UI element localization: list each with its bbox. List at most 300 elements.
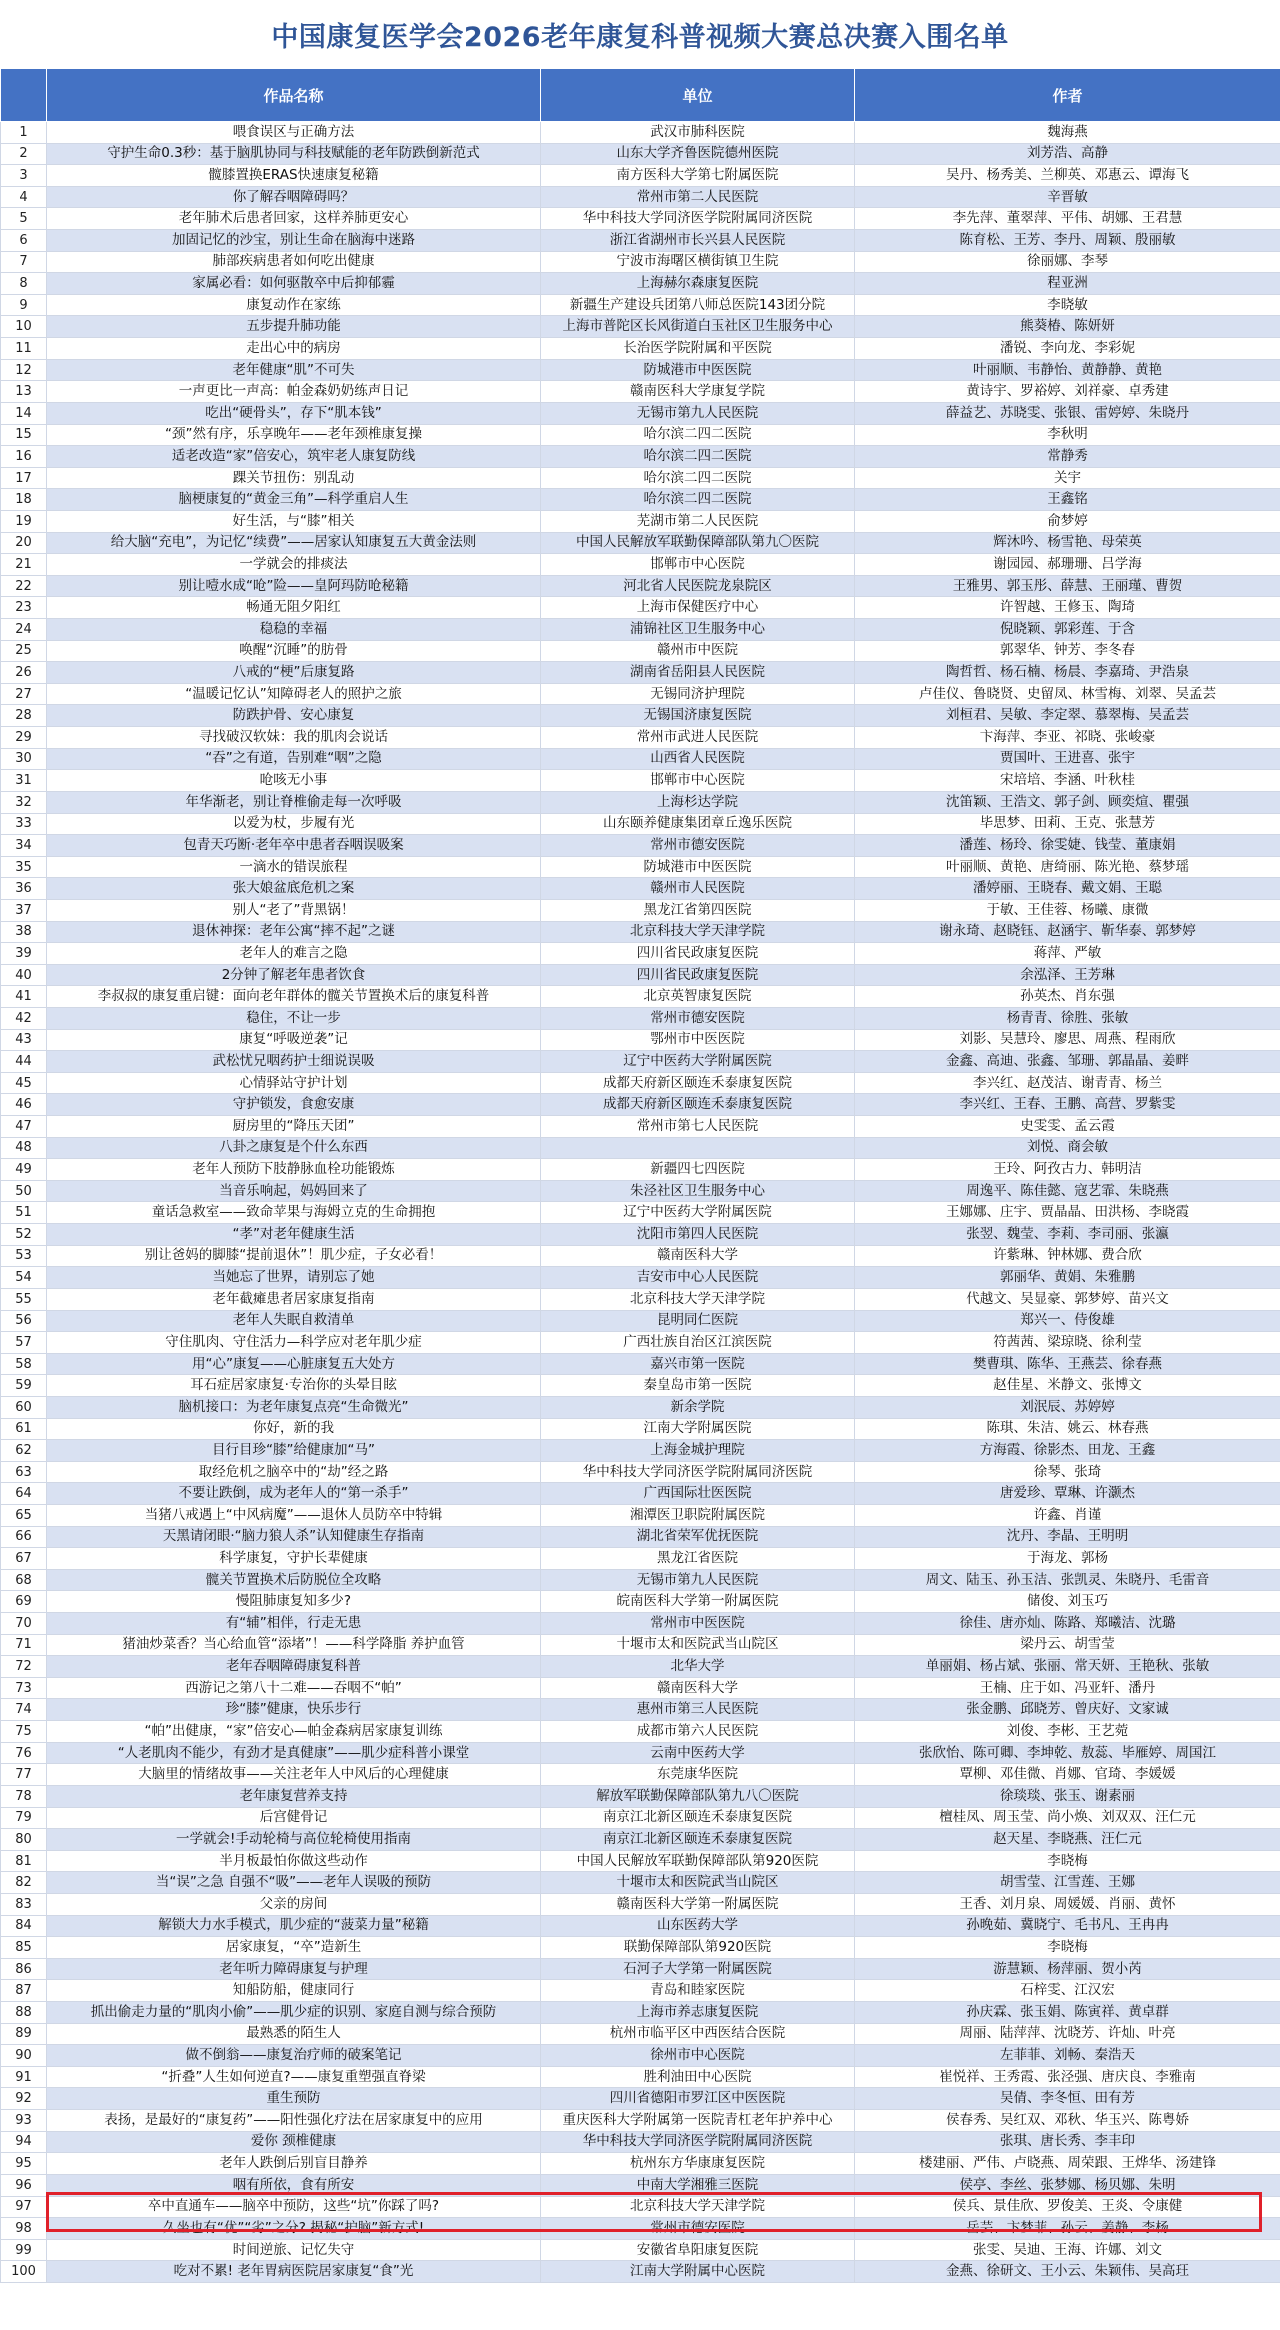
cell-work: 抓出偷走力量的“肌肉小偷”——肌少症的识别、家庭自测与综合预防: [47, 2002, 541, 2024]
cell-author: 赵佳星、米静文、张博文: [855, 1375, 1280, 1397]
table-row: [1, 294, 1280, 316]
table-row: [1, 1872, 1280, 1894]
cell-unit: 邯郸市中心医院: [541, 554, 855, 576]
table-row: [1, 1051, 1280, 1073]
table-row: [1, 2002, 1280, 2024]
cell-unit: 上海市养志康复医院: [541, 2002, 855, 2024]
cell-num: 78: [1, 1785, 47, 1807]
cell-author: 周文、陆玉、孙玉洁、张凯灵、朱晓丹、毛雷音: [855, 1569, 1280, 1591]
cell-work: 五步提升肺功能: [47, 316, 541, 338]
cell-unit: 赣南医科大学第一附属医院: [541, 1893, 855, 1915]
cell-author: 王玲、阿孜古力、韩明洁: [855, 1159, 1280, 1181]
table-row: [1, 2023, 1280, 2045]
table-row: [1, 446, 1280, 468]
table-row: [1, 1764, 1280, 1786]
table-row: [1, 1569, 1280, 1591]
cell-unit: 浦锦社区卫生服务中心: [541, 619, 855, 641]
cell-unit: 防城港市中医医院: [541, 359, 855, 381]
cell-unit: 芜湖市第二人民医院: [541, 510, 855, 532]
cell-num: 85: [1, 1937, 47, 1959]
table-row: [1, 2131, 1280, 2153]
cell-unit: [541, 1137, 855, 1159]
cell-num: 55: [1, 1288, 47, 1310]
cell-unit: 山东颐养健康集团章丘逸乐医院: [541, 813, 855, 835]
table-row: [1, 251, 1280, 273]
cell-num: 4: [1, 186, 47, 208]
table-row: [1, 1721, 1280, 1743]
cell-num: 88: [1, 2002, 47, 2024]
cell-author: 张翌、魏莹、李莉、李司丽、张瀛: [855, 1224, 1280, 1246]
cell-num: 49: [1, 1159, 47, 1181]
cell-unit: 华中科技大学同济医学院附属同济医院: [541, 1461, 855, 1483]
cell-num: 90: [1, 2045, 47, 2067]
table-row: [1, 1785, 1280, 1807]
cell-num: 81: [1, 1850, 47, 1872]
cell-num: 46: [1, 1094, 47, 1116]
cell-author: 许紫琳、钟林娜、费合欣: [855, 1245, 1280, 1267]
cell-unit: 湖南省岳阳县人民医院: [541, 662, 855, 684]
cell-num: 68: [1, 1569, 47, 1591]
cell-unit: 辽宁中医药大学附属医院: [541, 1051, 855, 1073]
table-row: [1, 1202, 1280, 1224]
cell-author: 李兴红、赵茂洁、谢青青、杨兰: [855, 1072, 1280, 1094]
cell-num: 53: [1, 1245, 47, 1267]
table-row: [1, 1180, 1280, 1202]
cell-unit: 朱泾社区卫生服务中心: [541, 1180, 855, 1202]
table-row: [1, 1893, 1280, 1915]
cell-author: 余泓泽、王芳琳: [855, 964, 1280, 986]
table-row: [1, 2153, 1280, 2175]
cell-num: 35: [1, 856, 47, 878]
cell-work: 解锁大力水手模式，肌少症的“菠菜力量”秘籍: [47, 1915, 541, 1937]
cell-work: 一滴水的错误旅程: [47, 856, 541, 878]
table-row: [1, 165, 1280, 187]
cell-num: 33: [1, 813, 47, 835]
cell-author: 符茜茜、梁琼晓、徐利莹: [855, 1332, 1280, 1354]
cell-unit: 山西省人民医院: [541, 748, 855, 770]
cell-num: 1: [1, 122, 47, 144]
cell-work: 不要让跌倒，成为老年人的“第一杀手”: [47, 1483, 541, 1505]
cell-author: 魏海燕: [855, 122, 1280, 144]
cell-unit: 南方医科大学第七附属医院: [541, 165, 855, 187]
cell-num: 9: [1, 294, 47, 316]
cell-work: 一声更比一声高：帕金森奶奶练声日记: [47, 381, 541, 403]
cell-work: 年华渐老，别让脊椎偷走每一次呼吸: [47, 791, 541, 813]
cell-author: 楼建丽、严伟、卢晓燕、周荣跟、王烨华、汤建锋: [855, 2153, 1280, 2175]
cell-author: 吴倩、李冬恒、田有芳: [855, 2088, 1280, 2110]
cell-unit: 四川省民政康复医院: [541, 964, 855, 986]
cell-author: 潘婷丽、王晓春、戴文娟、王聪: [855, 878, 1280, 900]
table-header-row: [1, 69, 1280, 122]
cell-num: 34: [1, 835, 47, 857]
cell-unit: 常州市德安医院: [541, 1007, 855, 1029]
table-row: [1, 813, 1280, 835]
table-row: [1, 2218, 1280, 2240]
table-row: [1, 1440, 1280, 1462]
cell-num: 44: [1, 1051, 47, 1073]
cell-unit: 广西壮族自治区江滨医院: [541, 1332, 855, 1354]
cell-work: 取经危机之脑卒中的“劫”经之路: [47, 1461, 541, 1483]
cell-author: 储俊、刘玉巧: [855, 1591, 1280, 1613]
cell-work: 一学就会!手动轮椅与高位轮椅使用指南: [47, 1829, 541, 1851]
cell-work: 脑梗康复的“黄金三角”—科学重启人生: [47, 489, 541, 511]
cell-num: 17: [1, 467, 47, 489]
cell-author: 郑兴一、侍俊雄: [855, 1310, 1280, 1332]
table-row: [1, 791, 1280, 813]
cell-unit: 新余学院: [541, 1396, 855, 1418]
cell-author: 樊曹琪、陈华、王燕芸、徐春燕: [855, 1353, 1280, 1375]
cell-unit: 上海赫尔森康复医院: [541, 273, 855, 295]
cell-unit: 河北省人民医院龙泉院区: [541, 575, 855, 597]
table-row: [1, 1224, 1280, 1246]
cell-unit: 沈阳市第四人民医院: [541, 1224, 855, 1246]
cell-unit: 宁波市海曙区横街镇卫生院: [541, 251, 855, 273]
cell-author: 关宇: [855, 467, 1280, 489]
cell-work: 寻找破汉软妹：我的肌肉会说话: [47, 727, 541, 749]
table-row: [1, 1613, 1280, 1635]
cell-work: 老年人预防下肢静脉血栓功能锻炼: [47, 1159, 541, 1181]
table-row: [1, 1807, 1280, 1829]
cell-author: 卞海萍、李亚、祁晓、张峻豪: [855, 727, 1280, 749]
cell-unit: 成都天府新区颐连禾泰康复医院: [541, 1072, 855, 1094]
cell-work: 老年人跌倒后别盲目静养: [47, 2153, 541, 2175]
table-row: [1, 338, 1280, 360]
cell-unit: 常州市德安医院: [541, 835, 855, 857]
cell-author: 潘锐、李向龙、李彩妮: [855, 338, 1280, 360]
cell-unit: 常州市德安医院: [541, 2218, 855, 2240]
table-row: [1, 1634, 1280, 1656]
table-row: [1, 619, 1280, 641]
cell-author: 徐琰琰、张玉、谢素丽: [855, 1785, 1280, 1807]
cell-work: 家属必看：如何驱散卒中后抑郁霾: [47, 273, 541, 295]
table-row: [1, 1072, 1280, 1094]
cell-unit: 中国人民解放军联勤保障部队第920医院: [541, 1850, 855, 1872]
cell-author: 叶丽顺、黄艳、唐绮丽、陈光艳、蔡梦瑶: [855, 856, 1280, 878]
cell-work: “折叠”人生如何逆直?——康复重塑强直脊梁: [47, 2066, 541, 2088]
cell-author: 李晓梅: [855, 1850, 1280, 1872]
cell-num: 31: [1, 770, 47, 792]
cell-work: 当“误”之急 自强不“吸”——老年人误吸的预防: [47, 1872, 541, 1894]
cell-author: 覃柳、邓佳微、肖娜、官琦、李媛媛: [855, 1764, 1280, 1786]
cell-author: 常静秀: [855, 446, 1280, 468]
cell-author: 徐琴、张琦: [855, 1461, 1280, 1483]
cell-author: 刘影、吴慧玲、廖思、周燕、程雨欣: [855, 1029, 1280, 1051]
cell-work: 包青天巧断·老年卒中患者吞咽误吸案: [47, 835, 541, 857]
table-row: [1, 1656, 1280, 1678]
cell-num: 97: [1, 2196, 47, 2218]
cell-author: 侯春秀、吴红双、邓秋、华玉兴、陈粤娇: [855, 2110, 1280, 2132]
header-work-name: 作品名称: [47, 69, 541, 122]
cell-author: 吴丹、杨秀美、兰柳英、邓惠云、谭海飞: [855, 165, 1280, 187]
table-row: [1, 2196, 1280, 2218]
cell-num: 86: [1, 1958, 47, 1980]
cell-unit: 北京英智康复医院: [541, 986, 855, 1008]
cell-num: 40: [1, 964, 47, 986]
cell-author: 许鑫、肖谨: [855, 1505, 1280, 1527]
cell-work: 以爱为杖，步履有光: [47, 813, 541, 835]
cell-num: 66: [1, 1526, 47, 1548]
cell-author: 沈笛颖、王浩文、郭子剑、顾奕煊、瞿强: [855, 791, 1280, 813]
cell-author: 刘俊、李彬、王艺菀: [855, 1721, 1280, 1743]
cell-work: 吃对不累! 老年胃病医院居家康复“食”光: [47, 2261, 541, 2283]
cell-unit: 辽宁中医药大学附属医院: [541, 1202, 855, 1224]
cell-author: 李晓梅: [855, 1937, 1280, 1959]
cell-author: 张琪、唐长秀、李丰印: [855, 2131, 1280, 2153]
cell-author: 左菲菲、刘畅、秦浩天: [855, 2045, 1280, 2067]
cell-num: 59: [1, 1375, 47, 1397]
table-row: [1, 1742, 1280, 1764]
cell-unit: 南京江北新区颐连禾泰康复医院: [541, 1807, 855, 1829]
table-row: [1, 986, 1280, 1008]
cell-unit: 石河子大学第一附属医院: [541, 1958, 855, 1980]
cell-num: 13: [1, 381, 47, 403]
table-row: [1, 1980, 1280, 2002]
cell-author: 王楠、庄于如、冯亚轩、潘丹: [855, 1677, 1280, 1699]
cell-num: 18: [1, 489, 47, 511]
table-row: [1, 208, 1280, 230]
cell-num: 43: [1, 1029, 47, 1051]
cell-work: 老年康复营养支持: [47, 1785, 541, 1807]
table-row: [1, 467, 1280, 489]
cell-unit: 四川省民政康复医院: [541, 943, 855, 965]
cell-unit: 黑龙江省医院: [541, 1548, 855, 1570]
table-row: [1, 1267, 1280, 1289]
cell-unit: 华中科技大学同济医学院附属同济医院: [541, 2131, 855, 2153]
table-row: [1, 381, 1280, 403]
cell-num: 37: [1, 899, 47, 921]
cell-work: 老年听力障碍康复与护理: [47, 1958, 541, 1980]
cell-author: 侯亭、李丝、张梦娜、杨贝娜、朱明: [855, 2174, 1280, 2196]
cell-unit: 皖南医科大学第一附属医院: [541, 1591, 855, 1613]
cell-unit: 青岛和睦家医院: [541, 1980, 855, 2002]
cell-author: 宋培培、李涵、叶秋桂: [855, 770, 1280, 792]
cell-author: 卢佳仪、鲁晓贤、史留凤、林雪梅、刘翠、吴孟芸: [855, 683, 1280, 705]
cell-unit: 常州市第七人民医院: [541, 1116, 855, 1138]
table-row: [1, 921, 1280, 943]
cell-author: 张欣怡、陈可卿、李坤乾、敖蕊、毕雁婷、周国江: [855, 1742, 1280, 1764]
cell-work: 大脑里的情绪故事——关注老年人中风后的心理健康: [47, 1764, 541, 1786]
cell-num: 23: [1, 597, 47, 619]
cell-num: 70: [1, 1613, 47, 1635]
cell-work: 久坐也有“优”“劣”之分? 揭秘“护脑”新方式!: [47, 2218, 541, 2240]
table-row: [1, 510, 1280, 532]
cell-work: “温暖记忆认”知障碍老人的照护之旅: [47, 683, 541, 705]
cell-author: 刘泯辰、苏婷婷: [855, 1396, 1280, 1418]
table-row: [1, 1310, 1280, 1332]
cell-work: 髋关节置换术后防脱位全攻略: [47, 1569, 541, 1591]
cell-num: 54: [1, 1267, 47, 1289]
cell-unit: 联勤保障部队第920医院: [541, 1937, 855, 1959]
cell-work: 稳住，不让一步: [47, 1007, 541, 1029]
cell-unit: 常州市第二人民医院: [541, 186, 855, 208]
cell-num: 71: [1, 1634, 47, 1656]
cell-work: 父亲的房间: [47, 1893, 541, 1915]
table-row: [1, 143, 1280, 165]
cell-author: 檀桂凤、周玉莹、尚小焕、刘双双、汪仁元: [855, 1807, 1280, 1829]
cell-unit: 赣州市中医院: [541, 640, 855, 662]
cell-num: 32: [1, 791, 47, 813]
cell-unit: 徐州市中心医院: [541, 2045, 855, 2067]
cell-author: 毕思梦、田莉、王克、张慧芳: [855, 813, 1280, 835]
cell-num: 84: [1, 1915, 47, 1937]
cell-work: 童话急救室——致命苹果与海姆立克的生命拥抱: [47, 1202, 541, 1224]
cell-unit: 赣南医科大学: [541, 1677, 855, 1699]
cell-author: 程亚洲: [855, 273, 1280, 295]
cell-author: 刘芳浩、高静: [855, 143, 1280, 165]
cell-unit: 解放军联勤保障部队第九八〇医院: [541, 1785, 855, 1807]
cell-work: 做不倒翁——康复治疗师的破案笔记: [47, 2045, 541, 2067]
table-row: [1, 2261, 1280, 2283]
cell-author: 黄诗宇、罗裕婷、刘祥豪、卓秀建: [855, 381, 1280, 403]
cell-unit: 山东医药大学: [541, 1915, 855, 1937]
cell-num: 69: [1, 1591, 47, 1613]
table-row: [1, 683, 1280, 705]
table-row: [1, 662, 1280, 684]
cell-work: 稳稳的幸福: [47, 619, 541, 641]
cell-author: 陈育松、王芳、李丹、周颖、殷丽敏: [855, 230, 1280, 252]
cell-author: 侯兵、景佳欣、罗俊美、王炎、令康健: [855, 2196, 1280, 2218]
cell-unit: 常州市武进人民医院: [541, 727, 855, 749]
cell-unit: 鄂州市中医医院: [541, 1029, 855, 1051]
cell-work: 畅通无阻夕阳红: [47, 597, 541, 619]
table-row: [1, 1029, 1280, 1051]
cell-author: 徐佳、唐亦灿、陈路、郑曦洁、沈璐: [855, 1613, 1280, 1635]
table-row: [1, 1677, 1280, 1699]
cell-unit: 东莞康华医院: [541, 1764, 855, 1786]
cell-author: 熊葵椿、陈妍妍: [855, 316, 1280, 338]
cell-work: 老年吞咽障碍康复科普: [47, 1656, 541, 1678]
cell-unit: 十堰市太和医院武当山院区: [541, 1872, 855, 1894]
table-row: [1, 230, 1280, 252]
cell-num: 76: [1, 1742, 47, 1764]
cell-num: 36: [1, 878, 47, 900]
cell-unit: 北华大学: [541, 1656, 855, 1678]
cell-num: 80: [1, 1829, 47, 1851]
table-row: [1, 1591, 1280, 1613]
table-row: [1, 727, 1280, 749]
cell-work: 别让噎水成“呛”险——皇阿玛防呛秘籍: [47, 575, 541, 597]
cell-num: 83: [1, 1893, 47, 1915]
cell-author: 史雯雯、孟云霞: [855, 1116, 1280, 1138]
cell-author: 王娜娜、庄宇、贾晶晶、田洪杨、李晓霞: [855, 1202, 1280, 1224]
cell-num: 64: [1, 1483, 47, 1505]
cell-author: 李兴红、王春、王鹏、高营、罗紫雯: [855, 1094, 1280, 1116]
table-row: [1, 964, 1280, 986]
header-unit: 单位: [541, 69, 855, 122]
cell-work: 康复动作在家练: [47, 294, 541, 316]
cell-num: 72: [1, 1656, 47, 1678]
cell-work: 老年人失眠自救清单: [47, 1310, 541, 1332]
table-row: [1, 705, 1280, 727]
cell-work: “孝”对老年健康生活: [47, 1224, 541, 1246]
cell-work: 西游记之第八十二难——吞咽不“帕”: [47, 1677, 541, 1699]
cell-num: 61: [1, 1418, 47, 1440]
cell-num: 19: [1, 510, 47, 532]
cell-work: 后宫健骨记: [47, 1807, 541, 1829]
cell-work: “颈”然有序，乐享晚年——老年颈椎康复操: [47, 424, 541, 446]
cell-author: 贾国叶、王进喜、张宇: [855, 748, 1280, 770]
cell-unit: 南京江北新区颐连禾泰康复医院: [541, 1829, 855, 1851]
cell-work: 好生活，与“膝”相关: [47, 510, 541, 532]
cell-work: 用“心”康复——心脏康复五大处方: [47, 1353, 541, 1375]
cell-unit: 成都天府新区颐连禾泰康复医院: [541, 1094, 855, 1116]
cell-work: 科学康复，守护长辈健康: [47, 1548, 541, 1570]
cell-work: 时间逆旅、记忆失守: [47, 2239, 541, 2261]
cell-author: 薛益艺、苏晓雯、张银、雷婷婷、朱晓丹: [855, 402, 1280, 424]
cell-work: 珍“膝”健康，快乐步行: [47, 1699, 541, 1721]
cell-num: 25: [1, 640, 47, 662]
cell-work: 当音乐响起，妈妈回来了: [47, 1180, 541, 1202]
table-row: [1, 2239, 1280, 2261]
cell-work: 咽有所依，食有所安: [47, 2174, 541, 2196]
cell-work: 一学就会的排痰法: [47, 554, 541, 576]
cell-author: 于海龙、郭杨: [855, 1548, 1280, 1570]
cell-work: 别人“老了”背黑锅！: [47, 899, 541, 921]
cell-author: 杨青青、徐胜、张敏: [855, 1007, 1280, 1029]
cell-author: 石梓雯、江汉宏: [855, 1980, 1280, 2002]
cell-unit: 新疆四七四医院: [541, 1159, 855, 1181]
cell-work: 天黑请闭眼·“脑力狼人杀”认知健康生存指南: [47, 1526, 541, 1548]
cell-unit: 昆明同仁医院: [541, 1310, 855, 1332]
cell-work: 重生预防: [47, 2088, 541, 2110]
cell-num: 2: [1, 143, 47, 165]
cell-work: 肺部疾病患者如何吃出健康: [47, 251, 541, 273]
table-row: [1, 1548, 1280, 1570]
cell-unit: 浙江省湖州市长兴县人民医院: [541, 230, 855, 252]
cell-unit: 赣南医科大学康复学院: [541, 381, 855, 403]
cell-work: 猪油炒菜香？当心给血管“添堵”！——科学降脂 养护血管: [47, 1634, 541, 1656]
cell-unit: 黑龙江省第四医院: [541, 899, 855, 921]
table-row: [1, 1288, 1280, 1310]
cell-unit: 华中科技大学同济医学院附属同济医院: [541, 208, 855, 230]
cell-work: 给大脑“充电”，为记忆“续费”——居家认知康复五大黄金法则: [47, 532, 541, 554]
cell-unit: 无锡同济护理院: [541, 683, 855, 705]
table-body: [1, 122, 1280, 2283]
table-row: [1, 1396, 1280, 1418]
finalist-table: [0, 68, 1280, 2283]
cell-unit: 十堰市太和医院武当山院区: [541, 1634, 855, 1656]
cell-num: 41: [1, 986, 47, 1008]
table-row: [1, 1505, 1280, 1527]
cell-work: 李叔叔的康复重启键：面向老年群体的髋关节置换术后的康复科普: [47, 986, 541, 1008]
cell-author: 潘莲、杨玲、徐雯婕、钱莹、董康娟: [855, 835, 1280, 857]
cell-work: 守住肌肉、守住活力—科学应对老年肌少症: [47, 1332, 541, 1354]
cell-num: 98: [1, 2218, 47, 2240]
cell-num: 12: [1, 359, 47, 381]
cell-num: 73: [1, 1677, 47, 1699]
table-row: [1, 1137, 1280, 1159]
table-row: [1, 1850, 1280, 1872]
table-row: [1, 748, 1280, 770]
cell-work: 当猪八戒遇上“中风病魔”——退休人员防卒中特辑: [47, 1505, 541, 1527]
cell-work: 2分钟了解老年患者饮食: [47, 964, 541, 986]
table-row: [1, 1937, 1280, 1959]
cell-unit: 重庆医科大学附属第一医院青杠老年护养中心: [541, 2110, 855, 2132]
table-row: [1, 186, 1280, 208]
cell-num: 87: [1, 1980, 47, 2002]
cell-author: 谢园园、郝珊珊、吕学海: [855, 554, 1280, 576]
cell-unit: 四川省德阳市罗江区中医医院: [541, 2088, 855, 2110]
cell-num: 10: [1, 316, 47, 338]
cell-unit: 哈尔滨二四二医院: [541, 446, 855, 468]
cell-author: 俞梦婷: [855, 510, 1280, 532]
cell-num: 39: [1, 943, 47, 965]
table-row: [1, 554, 1280, 576]
cell-num: 93: [1, 2110, 47, 2132]
cell-work: 表扬，是最好的“康复药”——阳性强化疗法在居家康复中的应用: [47, 2110, 541, 2132]
cell-author: 谢永琦、赵晓钰、赵涵宇、靳华泰、郭梦婷: [855, 921, 1280, 943]
table-row: [1, 1116, 1280, 1138]
